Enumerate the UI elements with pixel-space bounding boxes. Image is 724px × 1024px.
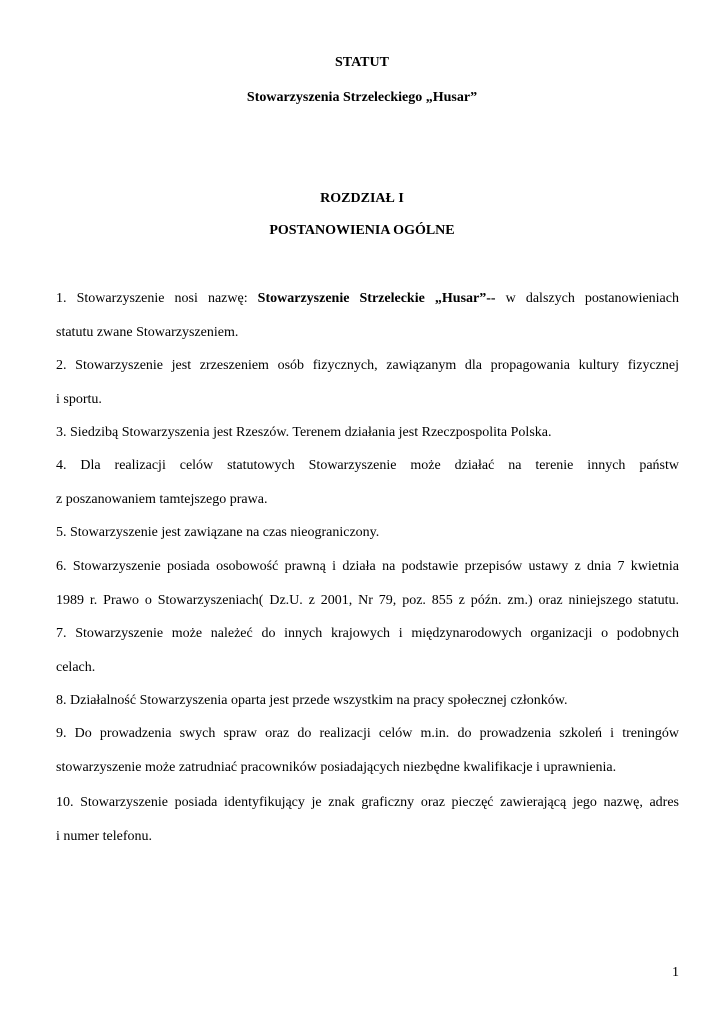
paragraph-line xyxy=(56,282,679,316)
paragraph-line: 9. Do prowadzenia swych spraw oraz do realizacji celów m.in. do prowadzenia szkoleń i treningów xyxy=(56,726,679,741)
paragraph-line: stowarzyszenie może zatrudniać pracowników posiadających niezbędne kwalifikacje i uprawnienia. xyxy=(56,760,617,775)
paragraph-text: 1. Stowarzyszenie nosi nazwę: xyxy=(56,291,258,306)
paragraph-6 xyxy=(56,550,679,618)
paragraph-line: 4. Dla realizacji celów statutowych Stowarzyszenie może działać na terenie innych państw xyxy=(56,458,679,473)
paragraph-line: i sportu. xyxy=(56,392,102,407)
paragraph-10 xyxy=(56,786,679,854)
paragraph-line: celach. xyxy=(56,660,96,675)
paragraph-line: 6. Stowarzyszenie posiada osobowość prawną i działa na podstawie przepisów ustawy z dnia 7 kwietnia xyxy=(56,559,679,574)
paragraph-line: 7. Stowarzyszenie może należeć do innych krajowych i międzynarodowych organizacji o podobnych xyxy=(56,626,679,641)
paragraph-3 xyxy=(56,416,679,450)
paragraph-5 xyxy=(56,516,679,550)
paragraph-line: z poszanowaniem tamtejszego prawa. xyxy=(56,492,268,507)
paragraph-1 xyxy=(56,282,679,350)
association-name: Stowarzyszenie Strzeleckie „Husar”-- xyxy=(257,291,496,306)
paragraph-line: 5. Stowarzyszenie jest zawiązane na czas nieograniczony. xyxy=(56,525,380,540)
paragraph-2 xyxy=(56,349,679,417)
paragraph-line: 2. Stowarzyszenie jest zrzeszeniem osób fizycznych, zawiązanym dla propagowania kultury fizycznej xyxy=(56,358,679,373)
document-title: STATUT xyxy=(335,55,389,70)
document-subtitle: Stowarzyszenia Strzeleckiego „Husar” xyxy=(246,90,478,105)
paragraph-4 xyxy=(56,449,679,517)
page-number: 1 xyxy=(672,965,679,980)
paragraph-7 xyxy=(56,617,679,685)
paragraph-9 xyxy=(56,717,679,785)
paragraph-line: 1989 r. Prawo o Stowarzyszeniach( Dz.U. z 2001, Nr 79, poz. 855 z późn. zm.) oraz niniejszego statutu. xyxy=(56,593,679,608)
paragraph-line: statutu zwane Stowarzyszeniem. xyxy=(56,325,239,340)
chapter-title: POSTANOWIENIA OGÓLNE xyxy=(269,223,455,238)
paragraph-line: i numer telefonu. xyxy=(56,829,153,844)
paragraph-8 xyxy=(56,684,679,718)
paragraph-line: 3. Siedzibą Stowarzyszenia jest Rzeszów. Terenem działania jest Rzeczpospolita Polska. xyxy=(56,425,552,440)
chapter-number: ROZDZIAŁ I xyxy=(320,191,404,206)
paragraph-line: 8. Działalność Stowarzyszenia oparta jest przede wszystkim na pracy społecznej członków. xyxy=(56,693,568,708)
paragraph-line: 10. Stowarzyszenie posiada identyfikujący je znak graficzny oraz pieczęć zawierającą jego nazwę, adres xyxy=(56,795,679,810)
paragraph-text: w dalszych postanowieniach xyxy=(495,291,679,306)
